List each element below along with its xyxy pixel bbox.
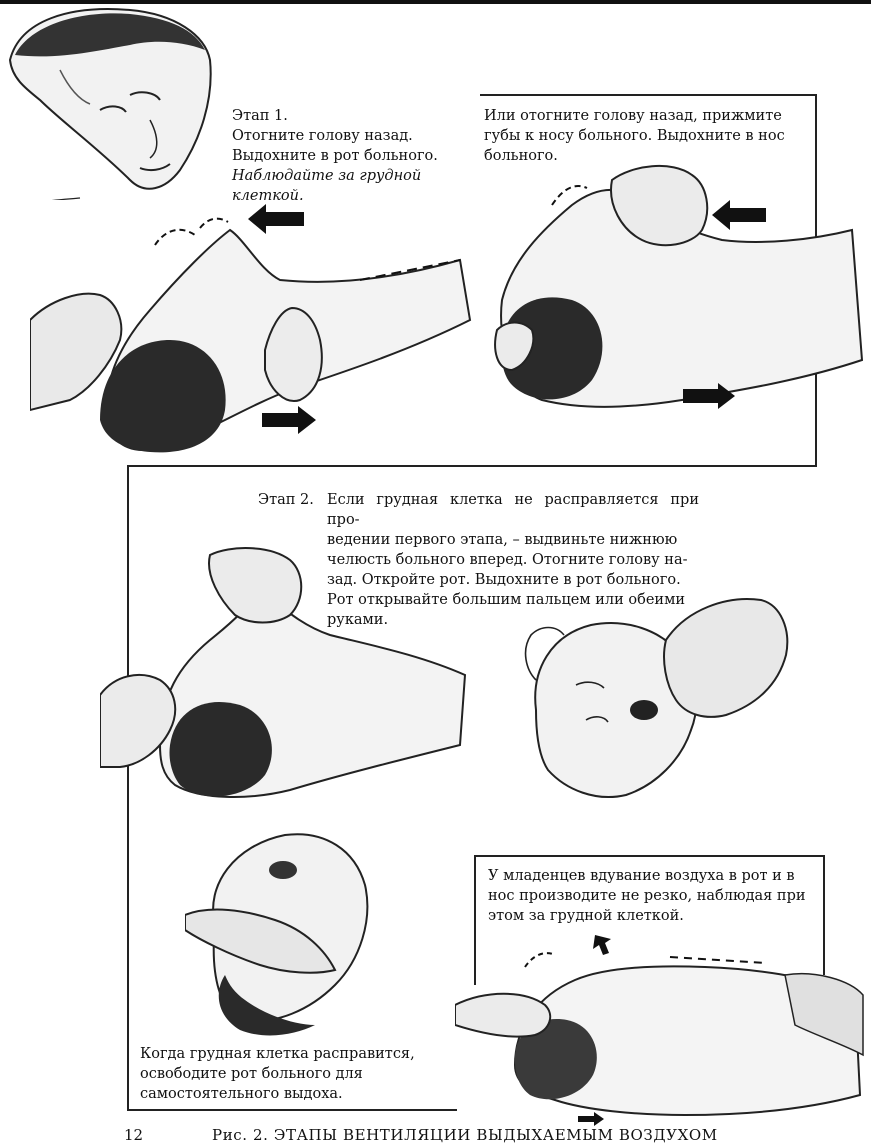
stage2-line1: Если грудная клетка не расправляется при про- [327,492,699,528]
stage2-jaw-thrust-illustration [100,545,470,810]
stage2-line2: ведении первого этапа, – выдвиньте нижнюю [327,532,678,548]
infant-illustration [455,935,865,1130]
arrow-left-icon [712,200,766,230]
stage1-alt-line1: Или отогните голову назад, прижмите [484,108,782,124]
stage1-alt-text-block [484,106,804,166]
arrow-right-icon [683,383,735,409]
infant-text-block [488,866,818,926]
release-line2: освободите рот больного для [140,1066,363,1082]
release-text-block [140,1044,440,1104]
stage2-open-mouth-illustration [516,590,796,805]
stage1-heading: Этап 1. [232,108,288,124]
infant-line1: У младенцев вдувание воздуха в рот и в [488,868,795,884]
release-mouth-illustration [185,825,375,1040]
arrow-right-icon [578,1112,604,1126]
stage2-line5: Рот открывайте большим пальцем или обеими [327,592,686,608]
stage1-line1: Отогните голову назад. [232,128,413,144]
infant-line3: этом за грудной клеткой. [488,908,684,924]
rescuer-face-illustration [0,0,230,200]
stage1-mouth-to-mouth-illustration [30,200,480,460]
arrow-left-icon [248,204,304,234]
page-number: 12 [124,1126,144,1144]
frame-line-infant-top [474,855,824,857]
arrow-up-icon [593,935,611,955]
frame-line-top-right [480,94,816,96]
arrow-right-icon [262,406,316,434]
infant-line2: нос производите не резко, наблюдая при [488,888,806,904]
frame-line-middle [127,465,817,467]
stage2-line4: зад. Откройте рот. Выдохните в рот больного. [327,572,681,588]
frame-line-bottom [127,1109,457,1111]
release-line1: Когда грудная клетка расправится, [140,1046,415,1062]
stage1-observe: Наблюдайте за грудной клеткой. [232,168,422,204]
stage2-line3: челюсть больного вперед. Отогните голову на- [327,552,688,568]
stage1-mouth-to-nose-illustration [482,160,867,420]
stage2-label: Этап 2. [258,492,314,508]
stage1-alt-line3: больного. [484,148,558,164]
stage1-text-block [232,106,482,206]
stage1-line2: Выдохните в рот больного. [232,148,438,164]
stage1-alt-line2: губы к носу больного. Выдохните в нос [484,128,785,144]
figure-caption: Рис. 2. ЭТАПЫ ВЕНТИЛЯЦИИ ВЫДЫХАЕМЫМ ВОЗДУХОМ [212,1126,718,1144]
release-line3: самостоятельного выдоха. [140,1086,343,1102]
stage2-line6: руками. [327,612,389,628]
